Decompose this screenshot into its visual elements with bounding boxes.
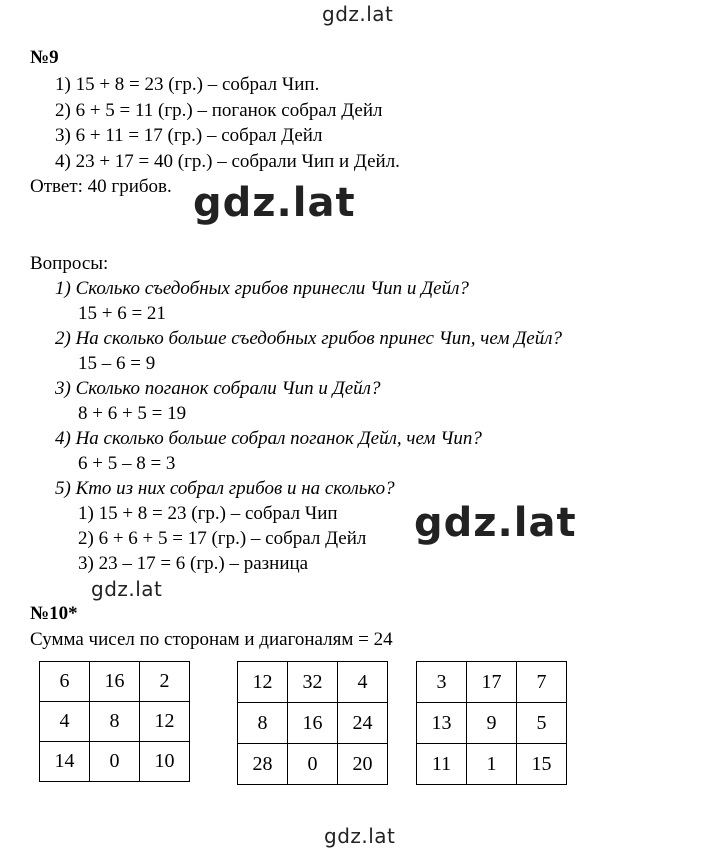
- square-2-cell: 8: [238, 703, 288, 744]
- task9-step-4: 4) 23 + 17 = 40 (гр.) – собрали Чип и Дейл.: [55, 151, 400, 172]
- task9-step-1: 1) 15 + 8 = 23 (гр.) – собрал Чип.: [55, 74, 320, 95]
- square-2-cell: 0: [288, 744, 338, 785]
- magic-square-3: [416, 661, 567, 785]
- square-3-cell: 15: [517, 744, 567, 785]
- question-1: 1) Сколько съедобных грибов принесли Чип и Дейл?: [55, 278, 469, 299]
- watermark-big-2: gdz.lat: [414, 500, 577, 546]
- magic-square-2: [237, 661, 388, 785]
- question-5-step-3: 3) 23 – 17 = 6 (гр.) – разница: [78, 553, 309, 574]
- square-2-cell: 4: [338, 662, 388, 703]
- question-5-step-2: 2) 6 + 6 + 5 = 17 (гр.) – собрал Дейл: [78, 528, 367, 549]
- task9-heading: №9: [30, 47, 59, 68]
- square-2-cell: 16: [288, 703, 338, 744]
- square-1-cell: 0: [90, 742, 140, 782]
- square-1-cell: 12: [140, 702, 190, 742]
- question-3: 3) Сколько поганок собрали Чип и Дейл?: [55, 378, 381, 399]
- watermark-top: gdz.lat: [322, 2, 394, 26]
- square-1-cell: 4: [40, 702, 90, 742]
- question-4: 4) На сколько больше собрал поганок Дейл, чем Чип?: [55, 428, 482, 449]
- square-3-cell: 3: [417, 662, 467, 703]
- square-2-cell: 28: [238, 744, 288, 785]
- square-3-cell: 7: [517, 662, 567, 703]
- square-1-cell: 14: [40, 742, 90, 782]
- square-1-cell: 2: [140, 662, 190, 702]
- square-1-cell: 10: [140, 742, 190, 782]
- square-1-cell: 8: [90, 702, 140, 742]
- square-3-cell: 1: [467, 744, 517, 785]
- task9-answer: Ответ: 40 грибов.: [30, 176, 172, 197]
- watermark-bottom: gdz.lat: [324, 824, 396, 848]
- answer-1: 15 + 6 = 21: [78, 303, 166, 324]
- square-3-cell: 11: [417, 744, 467, 785]
- square-3-cell: 13: [417, 703, 467, 744]
- task9-step-3: 3) 6 + 11 = 17 (гр.) – собрал Дейл: [55, 125, 323, 146]
- magic-square-1: [39, 661, 190, 782]
- square-3-cell: 5: [517, 703, 567, 744]
- watermark-big-1: gdz.lat: [193, 180, 356, 226]
- questions-heading: Вопросы:: [30, 253, 109, 274]
- question-2: 2) На сколько больше съедобных грибов принес Чип, чем Дейл?: [55, 328, 563, 349]
- square-2-cell: 12: [238, 662, 288, 703]
- question-5-step-1: 1) 15 + 8 = 23 (гр.) – собрал Чип: [78, 503, 338, 524]
- square-1-cell: 6: [40, 662, 90, 702]
- square-3-cell: 17: [467, 662, 517, 703]
- square-3-cell: 9: [467, 703, 517, 744]
- task10-statement: Сумма чисел по сторонам и диагоналям = 24: [30, 629, 393, 650]
- square-2-cell: 20: [338, 744, 388, 785]
- square-1-cell: 16: [90, 662, 140, 702]
- square-2-cell: 32: [288, 662, 338, 703]
- answer-4: 6 + 5 – 8 = 3: [78, 453, 176, 474]
- answer-3: 8 + 6 + 5 = 19: [78, 403, 187, 424]
- watermark-mid: gdz.lat: [91, 577, 163, 601]
- square-2-cell: 24: [338, 703, 388, 744]
- task10-heading: №10*: [30, 603, 78, 624]
- task9-step-2: 2) 6 + 5 = 11 (гр.) – поганок собрал Дейл: [55, 100, 383, 121]
- answer-2: 15 – 6 = 9: [78, 353, 156, 374]
- question-5: 5) Кто из них собрал грибов и на сколько?: [55, 478, 395, 499]
